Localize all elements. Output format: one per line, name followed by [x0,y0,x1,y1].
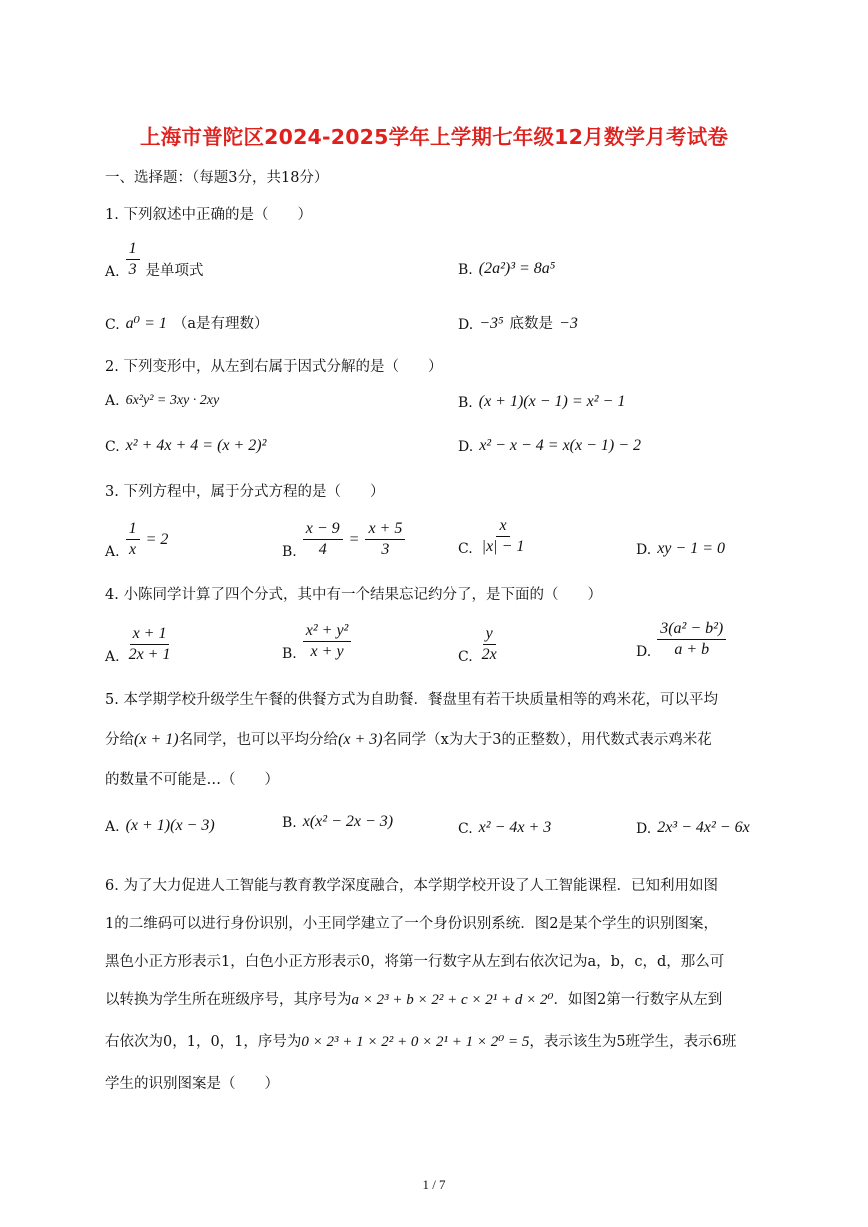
option-label: B. [282,543,297,560]
option-text: 是单项式 [145,262,204,279]
denominator: |x| − 1 [481,538,525,556]
option-label: D. [458,317,474,333]
option-label: A. [105,263,120,280]
option-math: x² − 4x + 3 [478,819,552,836]
q1-option-d [458,312,578,333]
fraction [479,625,500,665]
q4-option-b [282,622,351,662]
option-math: (x + 1)(x − 1) = x² − 1 [478,393,626,410]
page-number: 1 / 7 [422,1177,446,1192]
option-math: x(x² − 2x − 3) [302,813,394,830]
q5-line [105,728,712,749]
q3-option-b [282,520,405,560]
option-math: 6x²y² = 3xy · 2xy [125,393,220,408]
option-math: xy − 1 = 0 [657,540,725,557]
text-span: 以转换为学生所在班级序号，其序号为 [105,992,352,1008]
q6-line: 学生的识别图案是（ ） [105,1076,279,1092]
q6-line: 6. 为了大力促进人工智能与教育教学深度融合，本学期学校开设了人工智能课程．已知利用如图 [105,878,718,894]
denominator: 4 [318,541,327,559]
q6-line [105,988,722,1009]
fraction [303,520,343,560]
denominator: 2x [481,646,497,664]
option-label: C. [105,439,120,455]
q2-option-b [458,393,625,411]
q4-option-c [458,625,500,665]
inline-math: a × 2³ + b × 2² + c × 2¹ + d × 2⁰ [351,992,554,1008]
q6-line: 1的二维码可以进行身份识别，小王同学建立了一个身份识别系统．图2是某个学生的识别图案， [105,916,718,932]
text-span: 名同学（x为大于3的正整数），用代数式表示鸡米花 [382,732,712,748]
text-span: 名同学，也可以平均分给 [178,732,339,748]
q6-line: 黑色小正方形表示1，白色小正方形表示0，将第一行数字从左到右依次记为a，b，c，d，那么可 [105,954,725,970]
q3-option-c [458,517,527,557]
fraction [126,240,140,280]
fraction [365,520,405,560]
numerator: x + 5 [365,520,405,540]
equals-sign: = [348,530,360,548]
q5-option-d [636,819,750,837]
option-math: = 2 [145,530,169,548]
q5-option-a [105,817,215,835]
option-math: x² + 4x + 4 = (x + 2)² [125,437,267,454]
q4-option-d [636,620,726,660]
option-label: C. [458,540,473,557]
fraction [657,620,726,660]
inline-math: (x + 1) [134,731,179,748]
q4-option-a [105,625,173,665]
option-label: A. [105,543,120,560]
numerator: x − 9 [303,520,343,540]
option-text: （a是有理数） [172,316,269,332]
denominator: 3 [128,261,137,279]
option-label: D. [636,542,652,558]
option-math: 2x³ − 4x² − 6x [657,819,750,836]
option-math: −3⁵ [479,315,504,332]
option-label: A. [105,393,120,409]
section-heading: 一、选择题：（每题3分，共18分） [105,170,329,186]
option-math: (x + 1)(x − 3) [125,817,215,834]
denominator: 3 [381,541,390,559]
fraction [126,625,174,665]
q1-option-a [105,240,204,280]
option-math: x² − x − 4 = x(x − 1) − 2 [479,437,642,454]
denominator: x [129,541,137,559]
option-math: a⁰ = 1 [125,315,167,332]
option-math: (2a²)³ = 8a⁵ [478,260,556,277]
denominator: 2x + 1 [128,646,171,664]
option-label: C. [105,317,120,333]
fraction [126,520,140,560]
denominator: a + b [674,641,710,659]
option-label: B. [282,645,297,662]
page-title: 上海市普陀区2024-2025学年上学期七年级12月数学月考试卷 [139,125,729,149]
option-math: −3 [559,315,578,332]
option-label: A. [105,819,120,835]
q6-line [105,1030,736,1051]
option-label: D. [636,821,652,837]
q4-stem: 4. 小陈同学计算了四个分式，其中有一个结果忘记约分了，是下面的（ ） [105,587,602,603]
numerator: y [483,625,496,645]
option-label: C. [458,821,473,837]
q1-option-b [458,260,555,278]
q2-option-c [105,437,266,455]
inline-math: 0 × 2³ + 1 × 2² + 0 × 2¹ + 1 × 2⁰ = 5 [301,1034,530,1050]
inline-math: (x + 3) [338,731,383,748]
q3-option-a [105,520,168,560]
fraction [479,517,528,557]
text-span: ，表示该生为5班学生，表示6班 [529,1034,737,1050]
q1-option-c [105,312,269,333]
q5-line: 的数量不可能是…（ ） [105,772,279,788]
text-span: ．如图2第一行数字从左到 [553,992,723,1008]
numerator: 1 [126,240,140,260]
q2-option-a [105,393,219,409]
numerator: 1 [126,520,140,540]
option-label: B. [458,262,473,278]
numerator: x [496,517,509,537]
numerator: 3(a² − b²) [657,620,726,640]
fraction [303,622,352,662]
option-text: 底数是 [509,316,554,332]
option-label: D. [636,643,652,660]
option-label: B. [282,815,297,831]
option-label: B. [458,395,473,411]
q5-option-c [458,819,551,837]
denominator: x + y [310,643,344,661]
option-label: A. [105,648,120,665]
q1-stem: 1. 下列叙述中正确的是（ ） [105,207,312,223]
numerator: x² + y² [303,622,352,642]
q3-stem: 3. 下列方程中，属于分式方程的是（ ） [105,484,385,500]
option-label: C. [458,648,473,665]
q5-option-b [282,813,393,831]
q3-option-d [636,540,725,558]
option-label: D. [458,439,474,455]
q2-stem: 2. 下列变形中，从左到右属于因式分解的是（ ） [105,359,443,375]
text-span: 分给 [105,732,134,748]
q2-option-d [458,437,641,455]
numerator: x + 1 [130,625,170,645]
text-span: 右依次为0，1，0，1，序号为 [105,1034,302,1050]
q5-line: 5. 本学期学校升级学生午餐的供餐方式为自助餐．餐盘里有若干块质量相等的鸡米花，可以平均 [105,692,718,708]
